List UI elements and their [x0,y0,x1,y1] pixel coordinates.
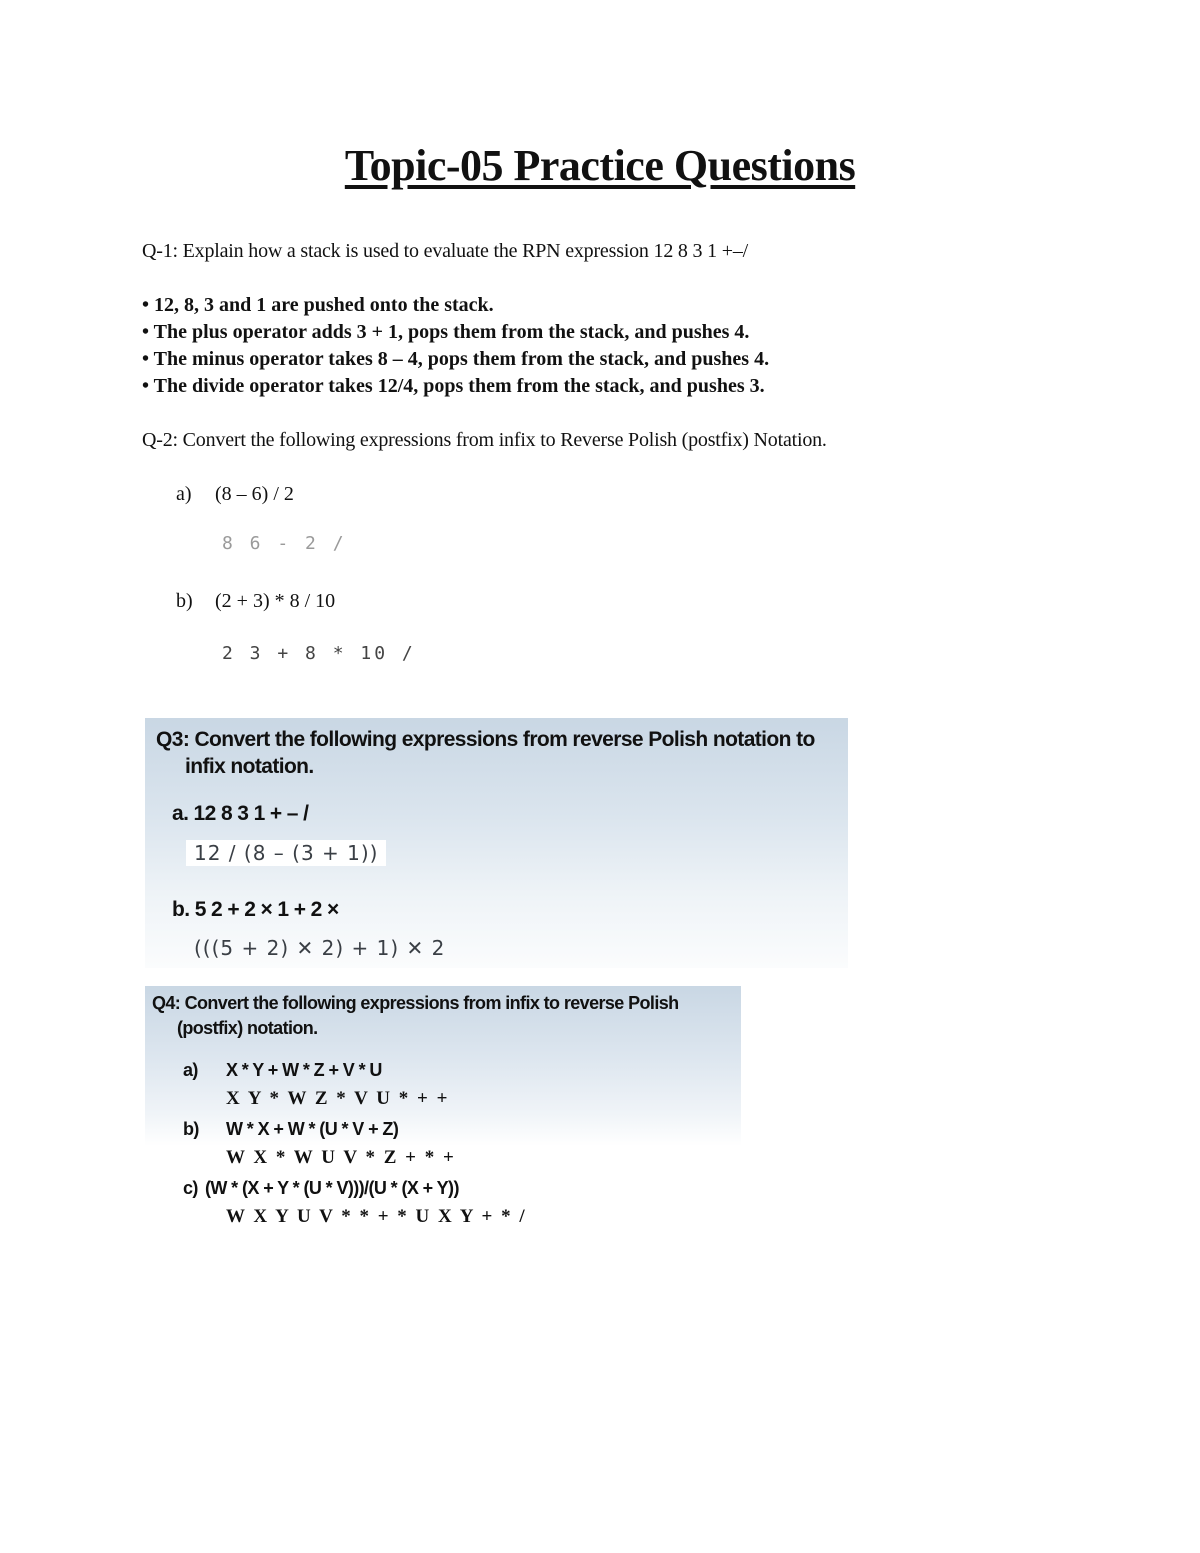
q1-bullet-2: • The plus operator adds 3 + 1, pops them from the stack, and pushes 4. [142,321,750,343]
q3-item-b-label: b. 5 2 + 2 × 1 + 2 × [172,898,339,921]
q4-item-c-expression: (W * (X + Y * (U * V)))/(U * (X + Y)) [205,1178,459,1198]
q2-item-a-label: a) [176,483,192,505]
q2-question: Q-2: Convert the following expressions from infix to Reverse Polish (postfix) Notation. [142,429,827,451]
q4-item-c-answer: W X Y U V * * + * U X Y + * / [226,1206,527,1227]
q1-bullet-4: • The divide operator takes 12/4, pops them from the stack, and pushes 3. [142,375,765,397]
q3-heading-line2: infix notation. [185,755,314,778]
q4-item-a-answer: X Y * W Z * V U * + + [226,1088,450,1109]
q3-item-b-answer: (((5 + 2) ✕ 2) + 1) ✕ 2 [194,936,446,960]
q4-item-a-expression: X * Y + W * Z + V * U [226,1060,382,1080]
page-title: Topic-05 Practice Questions [344,141,856,190]
q4-item-c-label: c) [183,1178,198,1198]
q1-bullet-3: • The minus operator takes 8 – 4, pops them from the stack, and pushes 4. [142,348,770,370]
q2-item-a-answer: 8 6 - 2 / [222,533,347,554]
q4-heading-line1: Q4: Convert the following expressions from infix to reverse Polish [152,993,679,1013]
q2-item-b-label: b) [176,590,193,612]
q3-item-a-label: a. 12 8 3 1 + – / [172,802,309,825]
q3-heading-line1: Q3: Convert the following expressions from reverse Polish notation to [156,728,815,751]
q4-item-a-label: a) [183,1060,198,1080]
q4-item-b-expression: W * X + W * (U * V + Z) [226,1119,399,1139]
q2-item-b-expression: (2 + 3) * 8 / 10 [215,590,336,612]
q1-bullet-1: • 12, 8, 3 and 1 are pushed onto the stack. [142,294,494,316]
q1-question: Q-1: Explain how a stack is used to evaluate the RPN expression 12 8 3 1 +–/ [142,240,748,262]
q2-item-a-expression: (8 – 6) / 2 [215,483,294,505]
q4-heading-line2: (postfix) notation. [177,1018,318,1038]
q4-item-b-answer: W X * W U V * Z + * + [226,1147,456,1168]
q4-item-b-label: b) [183,1119,199,1139]
q3-item-a-answer: 12 / (8 – (3 + 1)) [186,840,386,866]
q2-item-b-answer: 2 3 + 8 * 10 / [222,643,416,664]
